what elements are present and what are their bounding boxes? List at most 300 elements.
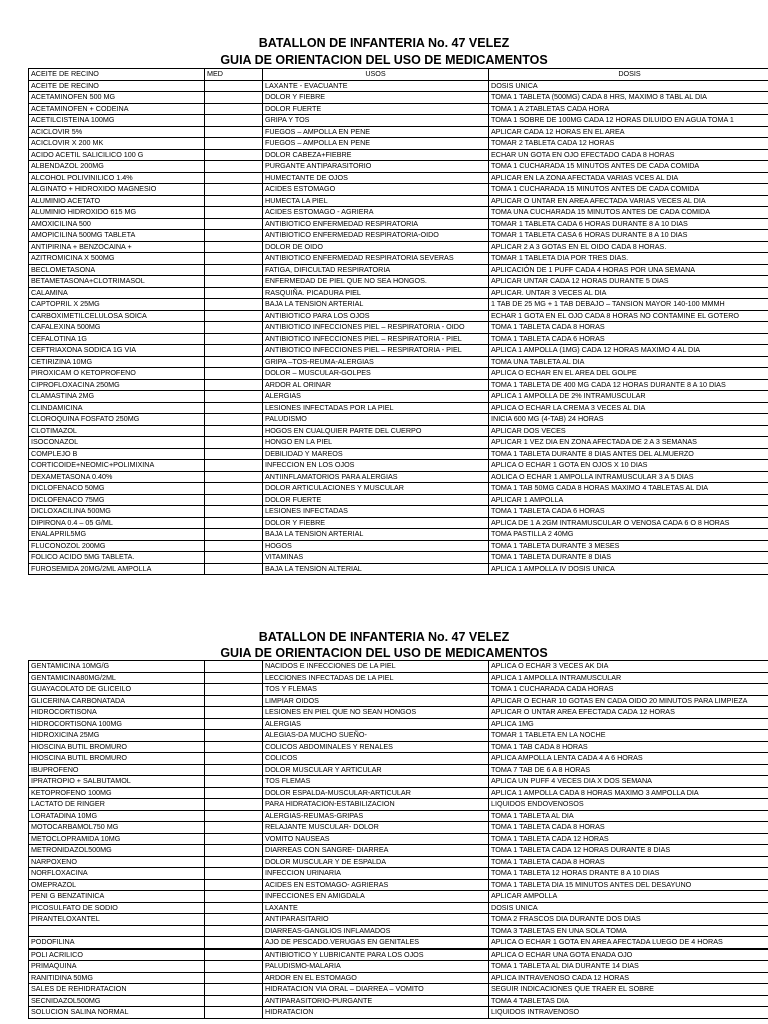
table-row — [29, 799, 768, 811]
medication-use: ANTIPARASITORIO-PURGANTE — [263, 995, 489, 1007]
medication-use: DOLOR – MUSCULAR-GOLPES — [263, 368, 489, 380]
document-subtitle-2: GUIA DE ORIENTACION DEL USO DE MEDICAMENTOS — [220, 646, 548, 660]
medication-med — [205, 776, 263, 788]
header-name: ACEITE DE RECINO — [29, 69, 205, 81]
medication-use: FUEGOS – AMPOLLA EN PENE — [263, 126, 489, 138]
medication-name: ISOCONAZOL — [29, 437, 205, 449]
medication-use: ALERGIAS-REUMAS-GRIPAS — [263, 810, 489, 822]
medication-dose: APLICA O ECHAR EN EL AREA DEL GOLPE — [489, 368, 768, 380]
table-row — [29, 460, 768, 472]
medication-med — [205, 506, 263, 518]
medication-name: CEFALOTINA 1G — [29, 333, 205, 345]
medication-dose: APLICAR DOS VECES — [489, 425, 768, 437]
medication-name: CEFTRIAXONA SODICA 1G VIA — [29, 345, 205, 357]
medication-name: PODOFILINA — [29, 937, 205, 949]
medication-name: DIPIRONA 0.4 – 05 G/ML — [29, 517, 205, 529]
table-row — [29, 822, 768, 834]
medication-dose: AOLICA O ECHAR 1 AMPOLLA INTRAMUSCULAR 3 A 5 DIAS — [489, 471, 768, 483]
table-row — [29, 961, 768, 973]
table-row — [29, 891, 768, 903]
medication-dose: TOMA PASTILLA 2 40MG — [489, 529, 768, 541]
medication-name: CAFALEXINA 500MG — [29, 322, 205, 334]
medication-name: PICOSULFATO DE SODIO — [29, 902, 205, 914]
medication-dose: APLICAR. UNTAR 3 VECES AL DIA — [489, 287, 768, 299]
medication-name: MOTOCARBAMOL750 MG — [29, 822, 205, 834]
medication-dose: APLICAR 2 A 3 GOTAS EN EL OIDO CADA 8 HORAS. — [489, 241, 768, 253]
table-row — [29, 299, 768, 311]
medication-name: ALGINATO + HIDROXIDO MAGNESIO — [29, 184, 205, 196]
medication-name: IPRATROPIO + SALBUTAMOL — [29, 776, 205, 788]
table-row — [29, 322, 768, 334]
medication-use: LAXANTE - EVACUANTE — [263, 80, 489, 92]
table-row — [29, 264, 768, 276]
medication-use: LECCIONES INFECTADAS DE LA PIEL — [263, 672, 489, 684]
medication-dose: TOMAR 1 TABLETA CASA 6 HORAS DURANTE 8 A 10 DIAS — [489, 230, 768, 242]
medication-dose: TOMA 1 TABLETA 12 HORAS DRANTE 8 A 10 DIAS — [489, 868, 768, 880]
table-row — [29, 241, 768, 253]
table-row — [29, 126, 768, 138]
medication-use: LESIONES INFECTADAS POR LA PIEL — [263, 402, 489, 414]
medication-med — [205, 322, 263, 334]
medication-use: COLICOS — [263, 753, 489, 765]
medication-use: HIDRATACION — [263, 1007, 489, 1019]
medication-use: ACIDES ESTOMAGO - AGRIERA — [263, 207, 489, 219]
medication-dose: TOMA 1 A 2TABLETAS CADA HORA — [489, 103, 768, 115]
medication-med — [205, 552, 263, 564]
medication-use: HUMECTANTE DE OJOS — [263, 172, 489, 184]
medication-med — [205, 195, 263, 207]
medication-dose: TOMA UNA TABLETA AL DIA — [489, 356, 768, 368]
table-row — [29, 937, 768, 949]
medication-name: NARPOXENO — [29, 856, 205, 868]
table-row — [29, 776, 768, 788]
medication-med — [205, 661, 263, 673]
medication-use: RELAJANTE MUSCULAR- DOLOR — [263, 822, 489, 834]
table-row — [29, 730, 768, 742]
medication-med — [205, 92, 263, 104]
medication-med — [205, 925, 263, 937]
medication-use: DOLOR Y FIEBRE — [263, 92, 489, 104]
medication-use: ANTIBIOTICO PARA LOS OJOS — [263, 310, 489, 322]
medication-use: DOLOR ARTICULACIONES Y MUSCULAR — [263, 483, 489, 495]
medication-use: ANTIBIOTICO ENFERMEDAD RESPIRATORIA SEVERAS — [263, 253, 489, 265]
medication-name: KETOPROFENO 100MG — [29, 787, 205, 799]
medication-dose: TOMA 1 TABLETA (500MG) CADA 8 HRS, MAXIMO 8 TABL AL DIA — [489, 92, 768, 104]
medication-dose: APLICA 1MG — [489, 718, 768, 730]
medication-med — [205, 414, 263, 426]
medication-name: SALES DE REHIDRATACION — [29, 984, 205, 996]
table-row — [29, 753, 768, 765]
table-row — [29, 563, 768, 575]
medication-dose: APLICA O ECHAR 1 GOTA EN OJOS X 10 DIAS — [489, 460, 768, 472]
medication-med — [205, 902, 263, 914]
medication-use: PALUDISMO — [263, 414, 489, 426]
medication-med — [205, 230, 263, 242]
medication-med — [205, 172, 263, 184]
medication-name: CIPROFLOXACINA 250MG — [29, 379, 205, 391]
medication-name: GUAYACOLATO DE GLICEILO — [29, 684, 205, 696]
medication-dose: APLICAR O UNTAR AREA EFECTADA CADA 12 HORAS — [489, 707, 768, 719]
medication-name: CARBOXIMETILCELULOSA SOICA — [29, 310, 205, 322]
medication-name: ALBENDAZOL 200MG — [29, 161, 205, 173]
medication-name: PRIMAQUINA — [29, 961, 205, 973]
medication-use: ANTIINFLAMATORIOS PARA ALERGIAS — [263, 471, 489, 483]
table-row — [29, 115, 768, 127]
medication-dose: TOMA 4 TABLETAS DIA — [489, 995, 768, 1007]
table-row — [29, 195, 768, 207]
medication-use: RASQUIÑA. PICADURA PIEL — [263, 287, 489, 299]
medication-name: ALUMINIO HIDROXIDO 615 MG — [29, 207, 205, 219]
medication-use: DOLOR MUSCULAR Y ARTICULAR — [263, 764, 489, 776]
table-row — [29, 902, 768, 914]
medication-med — [205, 333, 263, 345]
medication-dose: TOMA 1 TABLETA DURANTE 8 DIAS — [489, 552, 768, 564]
medication-med — [205, 356, 263, 368]
medication-med — [205, 184, 263, 196]
medication-name: METRONIDAZOL500MG — [29, 845, 205, 857]
table-row — [29, 161, 768, 173]
medication-med — [205, 402, 263, 414]
medication-med — [205, 891, 263, 903]
medication-med — [205, 695, 263, 707]
medication-name: CLOROQUINA FOSFATO 250MG — [29, 414, 205, 426]
medication-med — [205, 718, 263, 730]
medication-use: DOLOR FUERTE — [263, 494, 489, 506]
table-row — [29, 276, 768, 288]
medication-name: HIDROXICINA 25MG — [29, 730, 205, 742]
medication-med — [205, 391, 263, 403]
medication-name: ALUMINIO ACETATO — [29, 195, 205, 207]
medication-use: NACIDOS E INFECCIONES DE LA PIEL — [263, 661, 489, 673]
medication-name: DICLOXACILINA 500MG — [29, 506, 205, 518]
medication-name: HIDROCORTISONA 100MG — [29, 718, 205, 730]
medication-dose: INICIA 600 MG (4-TAB) 24 HORAS — [489, 414, 768, 426]
medication-dose: TOMAR 1 TABLETA EN LA NOCHE — [489, 730, 768, 742]
medication-table-1 — [28, 68, 768, 575]
medication-use: ANTIBIOTICO ENFERMEDAD RESPIRATORIA-OIDO — [263, 230, 489, 242]
table-row — [29, 356, 768, 368]
table-row — [29, 80, 768, 92]
medication-use: INFECCION EN LOS OJOS — [263, 460, 489, 472]
table-row — [29, 333, 768, 345]
medication-dose: TOMA 1 TABLETA CADA 8 HORAS — [489, 856, 768, 868]
medication-dose: TOMA 1 TABLETA AL DIA DURANTE 14 DIAS — [489, 961, 768, 973]
medication-med — [205, 799, 263, 811]
medication-name: FOLICO ACIDO 5MG TABLETA. — [29, 552, 205, 564]
table-row — [29, 684, 768, 696]
table-row — [29, 540, 768, 552]
medication-name: AZITROMICINA X 500MG — [29, 253, 205, 265]
medication-use: HIDRATACION VIA ORAL – DIARREA – VOMITO — [263, 984, 489, 996]
table-row — [29, 949, 768, 961]
medication-name: DICLOFENACO 75MG — [29, 494, 205, 506]
table-row — [29, 253, 768, 265]
medication-name: ACETAMINOFEN 500 MG — [29, 92, 205, 104]
table-row — [29, 695, 768, 707]
medication-use: HOGOS — [263, 540, 489, 552]
table-row — [29, 879, 768, 891]
medication-use: BAJA LA TENSION ARTERIAL — [263, 529, 489, 541]
medication-med — [205, 1007, 263, 1019]
medication-med — [205, 833, 263, 845]
medication-med — [205, 937, 263, 949]
medication-med — [205, 161, 263, 173]
medication-use: INFECCION URINARIA — [263, 868, 489, 880]
medication-use: TOS Y FLEMAS — [263, 684, 489, 696]
medication-use: ALEGIAS-DA MUCHO SUEÑO- — [263, 730, 489, 742]
medication-dose: APLICA INTRAVENOSO CADA 12 HORAS — [489, 972, 768, 984]
medication-med — [205, 961, 263, 973]
medication-med — [205, 672, 263, 684]
medication-med — [205, 207, 263, 219]
medication-med — [205, 287, 263, 299]
medication-dose: APLICA O ECHAR 3 VECES AK DIA — [489, 661, 768, 673]
medication-name: LACTATO DE RINGER — [29, 799, 205, 811]
medication-dose: APLICA O ECHAR UNA GOTA ENADA OJO — [489, 949, 768, 961]
medication-dose: TOMAR 2 TABLETA CADA 12 HORAS — [489, 138, 768, 150]
table-row — [29, 471, 768, 483]
medication-dose: DOSIS UNICA — [489, 80, 768, 92]
table-row — [29, 741, 768, 753]
header-dosis: DOSIS — [489, 69, 768, 81]
medication-med — [205, 103, 263, 115]
medication-name: DICLOFENACO 50MG — [29, 483, 205, 495]
medication-name: GLICERINA CARBONATADA — [29, 695, 205, 707]
table-row — [29, 925, 768, 937]
medication-dose: APLICA AMPOLLA LENTA CADA 4 A 6 HORAS — [489, 753, 768, 765]
medication-dose: TOMA 3 TABLETAS EN UNA SOLA TOMA — [489, 925, 768, 937]
table-row — [29, 310, 768, 322]
medication-name: ACEITE DE RECINO — [29, 80, 205, 92]
medication-dose: LIQUIDOS ENDOVENOSOS — [489, 799, 768, 811]
medication-dose: APLICA O ECHAR LA CREMA 3 VECES AL DIA — [489, 402, 768, 414]
medication-dose: APLICAR 1 VEZ DIA EN ZONA AFECTADA DE 2 A 3 SEMANAS — [489, 437, 768, 449]
table-row — [29, 437, 768, 449]
medication-use: HUMECTA LA PIEL — [263, 195, 489, 207]
medication-dose: TOMA 2 FRASCOS DIA DURANTE DOS DIAS — [489, 914, 768, 926]
medication-use: ANTIBIOTICO Y LUBRICANTE PARA LOS OJOS — [263, 949, 489, 961]
table-row — [29, 345, 768, 357]
table-row — [29, 914, 768, 926]
medication-use: ACIDES ESTOMAGO — [263, 184, 489, 196]
medication-use: LESIONES EN PIEL QUE NO SEAN HONGOS — [263, 707, 489, 719]
medication-dose: TOMA 1 CUCHARADA 15 MINUTOS ANTES DE CADA COMIDA — [489, 161, 768, 173]
medication-name: POLI ACRILICO — [29, 949, 205, 961]
medication-name: PIRANTELOXANTEL — [29, 914, 205, 926]
medication-dose: ECHAR 1 GOTA EN EL OJO CADA 8 HORAS NO CONTAMINE EL GOTERO — [489, 310, 768, 322]
table-row — [29, 972, 768, 984]
medication-use: GRIPA –TOS-REUMA-ALERGIAS — [263, 356, 489, 368]
table-row — [29, 103, 768, 115]
medication-dose: APLICAR UNTAR CADA 12 HORAS DURANTE 5 DIAS — [489, 276, 768, 288]
medication-med — [205, 368, 263, 380]
document-subtitle-1: GUIA DE ORIENTACION DEL USO DE MEDICAMENTOS — [220, 53, 548, 67]
table-row — [29, 529, 768, 541]
table-row — [29, 402, 768, 414]
table-row — [29, 414, 768, 426]
medication-med — [205, 995, 263, 1007]
medication-use: HONGO EN LA PIEL — [263, 437, 489, 449]
medication-name: RANITIDINA 50MG — [29, 972, 205, 984]
table-row — [29, 92, 768, 104]
medication-med — [205, 868, 263, 880]
medication-dose: TOMA 1 CUCHARADA CADA HORAS — [489, 684, 768, 696]
medication-med — [205, 787, 263, 799]
medication-use: DOLOR FUERTE — [263, 103, 489, 115]
medication-use: PURGANTE ANTIPARASITORIO — [263, 161, 489, 173]
medication-use: PARA HIDRATACION-ESTABILIZACION — [263, 799, 489, 811]
table-row — [29, 184, 768, 196]
medication-dose: TOMA 1 TAB CADA 8 HORAS — [489, 741, 768, 753]
medication-name: ENALAPRIL5MG — [29, 529, 205, 541]
medication-name: IBUPROFENO — [29, 764, 205, 776]
medication-use: ANTIBIOTICO INFECCIONES PIEL – RESPIRATORIA - PIEL — [263, 333, 489, 345]
medication-med — [205, 730, 263, 742]
medication-dose: TOMA 1 TABLETA DURANTE 8 DIAS ANTES DEL ALMUERZO — [489, 448, 768, 460]
medication-dose: DOSIS UNICA — [489, 902, 768, 914]
medication-name: OMEPRAZOL — [29, 879, 205, 891]
medication-med — [205, 741, 263, 753]
medication-name: FUROSEMIDA 20MG/2ML AMPOLLA — [29, 563, 205, 575]
medication-med — [205, 984, 263, 996]
medication-name: GENTAMICINA 10MG/G — [29, 661, 205, 673]
medication-dose: TOMA 1 TABLETA CADA 6 HORAS — [489, 506, 768, 518]
medication-name: ACIDO ACETIL SALICILICO 100 G — [29, 149, 205, 161]
medication-name: GENTAMICINA80MG/2ML — [29, 672, 205, 684]
medication-use: ANTIPARASITARIO — [263, 914, 489, 926]
medication-name: NORFLOXACINA — [29, 868, 205, 880]
medication-name: ANTIPIRINA + BENZOCAINA + — [29, 241, 205, 253]
medication-name: HIOSCINA BUTIL BROMURO — [29, 741, 205, 753]
table-row — [29, 661, 768, 673]
medication-use: DEBILIDAD Y MAREOS — [263, 448, 489, 460]
medication-dose: ECHAR UN GOTA EN OJO EFECTADO CADA 8 HORAS — [489, 149, 768, 161]
medication-name: CLOTIMAZOL — [29, 425, 205, 437]
medication-dose: APLICA 1 AMPOLLA DE 2% INTRAMUSCULAR — [489, 391, 768, 403]
medication-use: ENFERMEDAD DE PIEL QUE NO SEA HONGOS. — [263, 276, 489, 288]
medication-dose: APLICAR CADA 12 HORAS EN EL AREA — [489, 126, 768, 138]
medication-med — [205, 517, 263, 529]
medication-med — [205, 753, 263, 765]
medication-dose: LIQUIDOS INTRAVENOSO — [489, 1007, 768, 1019]
table-header-row — [29, 69, 768, 81]
medication-dose: TOMA 7 TAB DE 6 A 8 HORAS — [489, 764, 768, 776]
medication-med — [205, 684, 263, 696]
medication-name: CORTICOIDE+NEOMIC+POLIMIXINA — [29, 460, 205, 472]
medication-dose: TOMA 1 TAB 50MG CADA 8 HORAS MAXIMO 4 TABLETAS AL DIA — [489, 483, 768, 495]
medication-name: CLAMASTINA 2MG — [29, 391, 205, 403]
medication-name: PIROXICAM O KETOPROFENO — [29, 368, 205, 380]
table-row — [29, 379, 768, 391]
medication-dose: APLICA 1 AMPOLLA INTRAMUSCULAR — [489, 672, 768, 684]
table-row — [29, 425, 768, 437]
medication-dose: TOMA 1 CUCHARADA 15 MINUTOS ANTES DE CADA COMIDA — [489, 184, 768, 196]
medication-dose: APLICAR O UNTAR EN AREA AFECTADA VARIAS VECES AL DIA — [489, 195, 768, 207]
table-row — [29, 787, 768, 799]
table-row — [29, 845, 768, 857]
medication-use: GRIPA Y TOS — [263, 115, 489, 127]
medication-use: HOGOS EN CUALQUIER PARTE DEL CUERPO — [263, 425, 489, 437]
medication-use: COLICOS ABDOMINALES Y RENALES — [263, 741, 489, 753]
medication-dose: APLICAR O ECHAR 10 GOTAS EN CADA OIDO 20 MINUTOS PARA LIMPIEZA — [489, 695, 768, 707]
medication-use: LIMPIAR OIDOS — [263, 695, 489, 707]
table-row — [29, 718, 768, 730]
medication-use: ARDOR EN EL ESTOMAGO — [263, 972, 489, 984]
medication-name: BECLOMETASONA — [29, 264, 205, 276]
medication-dose: SEGUIR INDICACIONES QUE TRAER EL SOBRE — [489, 984, 768, 996]
medication-use: VOMITO NAUSEAS — [263, 833, 489, 845]
medication-name: BETAMETASONA+CLOTRIMASOL — [29, 276, 205, 288]
medication-name: CETIRIZINA 10MG — [29, 356, 205, 368]
medication-med — [205, 879, 263, 891]
medication-use: DOLOR Y FIEBRE — [263, 517, 489, 529]
table-row — [29, 1007, 768, 1019]
medication-med — [205, 218, 263, 230]
table-row — [29, 517, 768, 529]
medication-dose: APLICAR AMPOLLA — [489, 891, 768, 903]
medication-name — [29, 925, 205, 937]
table-row — [29, 764, 768, 776]
table-row — [29, 230, 768, 242]
medication-name: ACICLOVIR 5% — [29, 126, 205, 138]
table-row — [29, 810, 768, 822]
medication-med — [205, 379, 263, 391]
medication-med — [205, 345, 263, 357]
medication-name: SECNIDAZOL500MG — [29, 995, 205, 1007]
medication-med — [205, 972, 263, 984]
medication-use: DIARREAS CON SANGRE- DIARREA — [263, 845, 489, 857]
table-row — [29, 506, 768, 518]
medication-table-2 — [28, 660, 768, 1019]
medication-dose: TOMAR 1 TABLETA CADA 6 HORAS DURANTE 8 A 10 DIAS — [489, 218, 768, 230]
medication-med — [205, 914, 263, 926]
medication-med — [205, 115, 263, 127]
medication-dose: APLICA 1 AMPOLLA (1MG) CADA 12 HORAS MAXIMO 4 AL DIA — [489, 345, 768, 357]
table-row — [29, 552, 768, 564]
medication-use: INFECCIONES EN AMIGDALA — [263, 891, 489, 903]
medication-med — [205, 126, 263, 138]
medication-med — [205, 949, 263, 961]
medication-med — [205, 822, 263, 834]
medication-dose: APLICAR 1 AMPOLLA — [489, 494, 768, 506]
medication-use: ALERGIAS — [263, 391, 489, 403]
medication-use: FATIGA, DIFICULTAD RESPIRATORIA — [263, 264, 489, 276]
table-row — [29, 149, 768, 161]
medication-name: HIDROCORTISONA — [29, 707, 205, 719]
table-row — [29, 483, 768, 495]
medication-name: HIOSCINA BUTIL BROMURO — [29, 753, 205, 765]
medication-name: PENI G BENZATINICA — [29, 891, 205, 903]
table-row — [29, 368, 768, 380]
medication-med — [205, 494, 263, 506]
medication-use: DIARREAS-GANGLIOS INFLAMADOS — [263, 925, 489, 937]
medication-name: ACETILCISTEINA 100MG — [29, 115, 205, 127]
medication-med — [205, 264, 263, 276]
medication-dose: TOMA 1 TABLETA CADA 8 HORAS — [489, 322, 768, 334]
medication-med — [205, 563, 263, 575]
medication-dose: 1 TAB DE 25 MG + 1 TAB DEBAJO – TANSION MAYOR 140-100 MMMH — [489, 299, 768, 311]
medication-name: ACETAMINOFEN + CODEINA — [29, 103, 205, 115]
medication-med — [205, 529, 263, 541]
medication-use: ARDOR AL ORINAR — [263, 379, 489, 391]
medication-name: ALCOHOL POLIVINILICO 1.4% — [29, 172, 205, 184]
medication-med — [205, 540, 263, 552]
medication-name: CLINDAMICINA — [29, 402, 205, 414]
table-row — [29, 868, 768, 880]
medication-dose: TOMA 1 TABLETA CADA 6 HORAS — [489, 333, 768, 345]
medication-dose: TOMA UNA CUCHARADA 15 MINUTOS ANTES DE CADA COMIDA — [489, 207, 768, 219]
medication-use: TOS FLEMAS — [263, 776, 489, 788]
